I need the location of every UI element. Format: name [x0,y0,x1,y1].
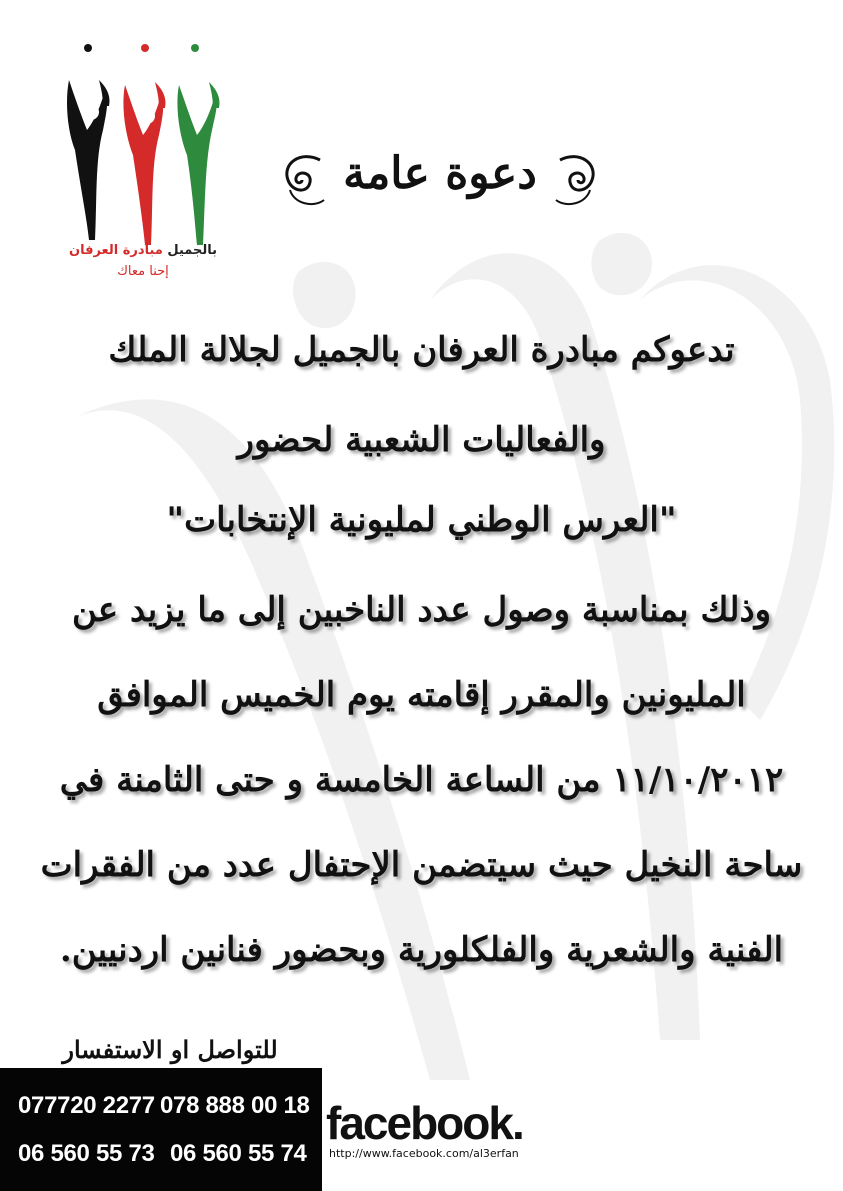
right-ornament-icon [552,150,600,210]
figure-green [177,44,219,245]
logo-name-part2: بالجميل [167,243,217,258]
phone-number: 06 560 55 74 [170,1140,307,1167]
body-line-8: الفنية والشعرية والفلكلورية وبحضور فنانين اردنيين. [59,930,784,970]
contact-label: للتواصل او الاستفسار [62,1035,278,1064]
body-line-2: والفعاليات الشعبية لحضور [237,420,606,460]
phone-number: 06 560 55 73 [18,1140,155,1167]
body-line-3: "العرس الوطني لمليونية الإنتخابات" [166,500,677,540]
logo-name [58,243,228,258]
title-block [280,140,600,220]
body-line-6: ١١/١٠/٢٠١٢ من الساعة الخامسة و حتى الثامنة في [59,760,784,800]
phone-number: 078 888 00 18 [160,1092,310,1119]
body-line-4: وذلك بمناسبة وصول عدد الناخبين إلى ما يزيد عن [71,590,772,630]
logo-slogan: إحنا معاك [117,264,169,279]
body-line-1: تدعوكم مبادرة العرفان بالجميل لجلالة الملك [108,330,735,370]
figure-red [123,44,165,245]
figure-black [67,44,110,240]
initiative-logo [55,40,235,300]
facebook-url[interactable]: http://www.facebook.com/al3erfan [329,1147,519,1160]
page-title: دعوة عامة [343,148,537,199]
body-line-5: المليونين والمقرر إقامته يوم الخميس الموافق [97,675,746,715]
phone-number: 077720 2277 [18,1092,155,1119]
body-line-7: ساحة النخيل حيث سيتضمن الإحتفال عدد من الفقرات [40,845,803,885]
logo-name-part1: مبادرة العرفان [68,243,163,258]
facebook-logo: facebook. [326,1097,523,1149]
phone-box [0,1068,322,1191]
